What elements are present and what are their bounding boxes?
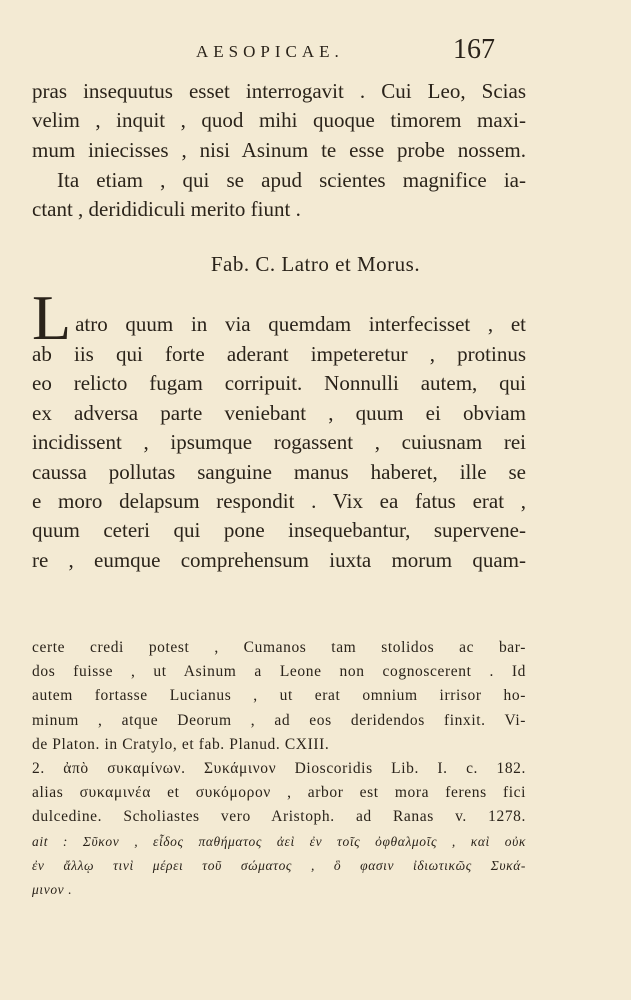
note-line: dulcedine. Scholiastes vero Aristoph. ad Ranas v. 1278. bbox=[32, 808, 526, 826]
note-line: certe credi potest , Cumanos tam stolidos ac bar- bbox=[32, 639, 526, 656]
note-line: alias συκαμινέα et συκόμορον , arbor est mora ferens fici bbox=[32, 784, 526, 802]
text-line: quum ceteri qui pone insequebantur, supervene- bbox=[32, 518, 526, 543]
text-line: caussa pollutas sanguine manus haberet, ille se bbox=[32, 459, 526, 484]
note-line: autem fortasse Lucianus , ut erat omnium irrisor ho- bbox=[32, 687, 526, 705]
text-line: velim , inquit , quod mihi quoque timorem maxi- bbox=[32, 108, 526, 133]
note-line-greek: ait : Σῦκον , εἶδος παθήματος ἀεὶ ἐν τοῖς ὀφθαλμοῖς , καὶ οὐκ bbox=[32, 833, 526, 849]
text-line: Ita etiam , qui se apud scientes magnifice ia- bbox=[57, 168, 526, 192]
text-line: atro quum in via quemdam interfecisset , et bbox=[75, 312, 526, 336]
text-line: eo relicto fugam corripuit. Nonnulli autem, qui bbox=[32, 371, 526, 396]
note-line: dos fuisse , ut Asinum a Leone non cognoscerent . Id bbox=[32, 663, 526, 681]
text-line: ex adversa parte veniebant , quum ei obviam bbox=[32, 400, 526, 425]
paragraph-continuation bbox=[32, 77, 526, 165]
note-line: 2. ἀπὸ συκαμίνων. Συκάμινον Dioscoridis Lib. I. c. 182. bbox=[32, 760, 526, 778]
text-line: pras insequutus esset interrogavit . Cui Leo, Scias bbox=[32, 79, 526, 103]
paragraph-moral bbox=[32, 166, 526, 225]
text-line: mum iniecisses , nisi Asinum te esse probe nossem. bbox=[32, 137, 526, 162]
page-header bbox=[0, 34, 631, 68]
text-line: incidissent , ipsumque rogassent , cuiusnam rei bbox=[32, 430, 526, 455]
text-line: e moro delapsum respondit . Vix ea fatus erat , bbox=[32, 489, 526, 514]
note-line: minum , atque Deorum , ad eos deridendos finxit. Vi- bbox=[32, 711, 526, 729]
footnotes bbox=[32, 636, 526, 902]
text-line: ab iis qui forte aderant impeteretur , protinus bbox=[32, 342, 526, 366]
drop-cap: L bbox=[32, 282, 72, 353]
note-line-greek: μινον . bbox=[32, 882, 73, 898]
text-line: ctant , derididiculi merito fiunt . bbox=[32, 197, 301, 222]
fable-title: Fab. C. Latro et Morus. bbox=[210, 252, 421, 276]
running-head: AESOPICAE. bbox=[196, 42, 344, 61]
fable-body bbox=[32, 282, 526, 575]
text-line: re , eumque comprehensum iuxta morum quam- bbox=[32, 547, 526, 572]
page-number: 167 bbox=[453, 34, 495, 65]
note-line: de Platon. in Cratylo, et fab. Planud. CXIII. bbox=[32, 735, 330, 753]
note-line-greek: ἐν ἄλλῳ τινὶ μέρει τοῦ σώματος , ὃ φασιν ἰδιωτικῶς Συκά- bbox=[32, 857, 526, 873]
